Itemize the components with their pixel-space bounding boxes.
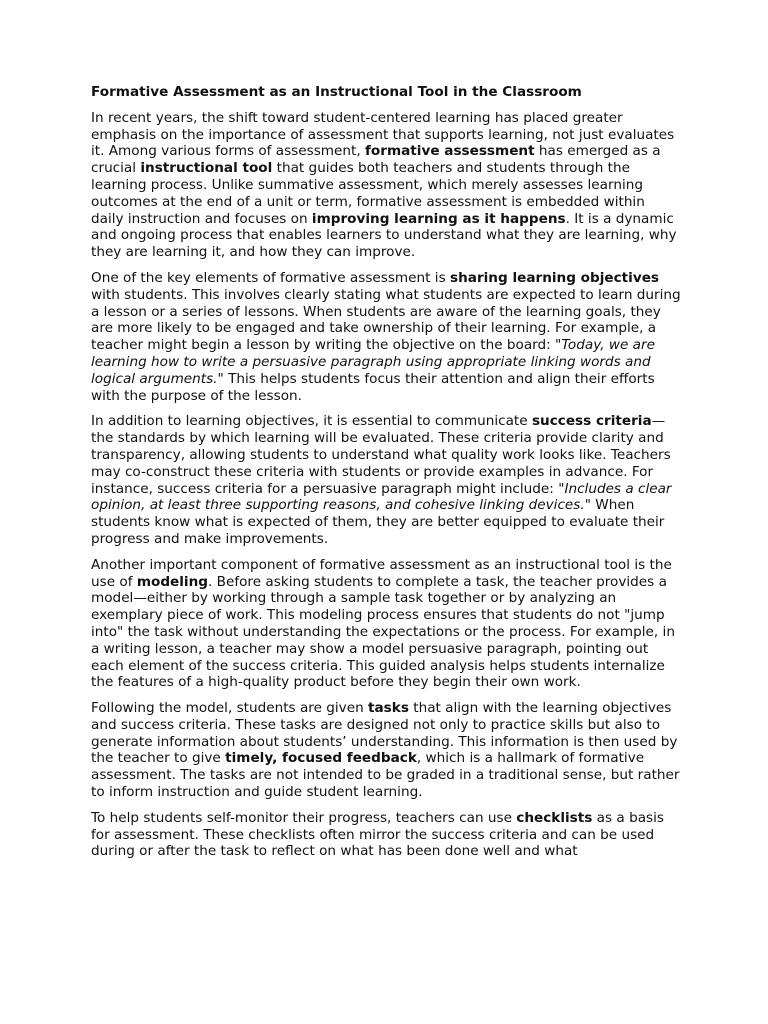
text-run: that guides both teachers and students through the learning process. Unlike summative assessment, which merely assesses learning outcomes at the end of a unit or term, formative assessment is embedded within daily instruction and focuses on	[91, 160, 645, 227]
text-run: as a basis for assessment. These checklists often mirror the success criteria and can be used during or after the task to reflect on what has been done well and what	[91, 809, 664, 860]
paragraph	[91, 110, 681, 261]
paragraph	[91, 810, 681, 860]
text-run: In addition to learning objectives, it is essential to communicate	[91, 413, 532, 430]
text-run: . It is a dynamic and ongoing process that enables learners to understand what they are learning, why they are learning it, and how they can improve.	[91, 210, 677, 261]
text-run: " When students know what is expected of them, they are better equipped to evaluate their progress and make improvements.	[91, 497, 665, 547]
text-run: One of the key elements of formative assessment is	[91, 269, 450, 286]
bold-text: checklists	[516, 809, 593, 826]
paragraph	[91, 270, 681, 404]
document-page	[91, 84, 681, 869]
text-run: To help students self-monitor their progress, teachers can use	[91, 809, 517, 826]
text-run: with students. This involves clearly stating what students are expected to learn during a lesson or a series of lessons. When students are aware of the learning goals, they are more likely to be engaged and take ownership of their learning. For example, a teacher might begin a lesson by writing the objective on the board: "	[91, 286, 681, 354]
document-title: Formative Assessment as an Instructional Tool in the Classroom	[91, 84, 582, 100]
paragraph	[91, 700, 681, 801]
text-run: Following the model, students are given	[91, 700, 369, 717]
bold-text: improving learning as it happens	[311, 210, 566, 227]
bold-text: instructional tool	[140, 160, 273, 177]
text-run: Another important component of formative assessment as an instructional tool is the use of	[91, 556, 672, 590]
italic-text: Today, we are learning how to write a persuasive paragraph using appropriate linking words and logical arguments.	[91, 337, 655, 387]
text-run: In recent years, the shift toward student-centered learning has placed greater emphasis on the importance of assessment that supports learning, not just evaluates it. Among various forms of assessment,	[91, 109, 675, 160]
text-run: " This helps students focus their attention and align their efforts with the purpose of the lesson.	[91, 370, 655, 404]
text-run: has emerged as a crucial	[91, 143, 661, 177]
text-run: . Before asking students to complete a task, the teacher provides a model—either by working through a sample task together or by analyzing an exemplary piece of work. This modeling process ensures that students do not "jump into" the task without understanding the expectations or the process. For example, in a writing lesson, a teacher may show a model persuasive paragraph, pointing out each element of the success criteria. This guided analysis helps students internalize the features of a high-quality product before they begin their own work.	[91, 573, 675, 691]
bold-text: tasks	[368, 700, 409, 717]
bold-text: timely, focused feedback	[225, 750, 417, 767]
paragraph	[91, 557, 681, 691]
text-run: —the standards by which learning will be evaluated. These criteria provide clarity and transparency, allowing students to understand what quality work looks like. Teachers may co-construct these criteria with students or provide examples in advance. For instance, success criteria for a persuasive paragraph might include: "	[91, 413, 671, 497]
text-run: that align with the learning objectives and success criteria. These tasks are designed not only to practice skills but also to generate information about students’ understanding. This information is then used by the teacher to give	[91, 700, 678, 767]
text-run: , which is a hallmark of formative assessment. The tasks are not intended to be graded in a traditional sense, but rather to inform instruction and guide student learning.	[91, 750, 680, 801]
bold-text: modeling	[136, 573, 208, 590]
paragraph	[91, 413, 681, 547]
bold-text: formative assessment	[365, 143, 535, 160]
document-body	[91, 110, 681, 860]
italic-text: Includes a clear opinion, at least three supporting reasons, and cohesive linking devices.	[91, 480, 672, 514]
bold-text: sharing learning objectives	[450, 269, 660, 286]
bold-text: success criteria	[531, 413, 652, 430]
